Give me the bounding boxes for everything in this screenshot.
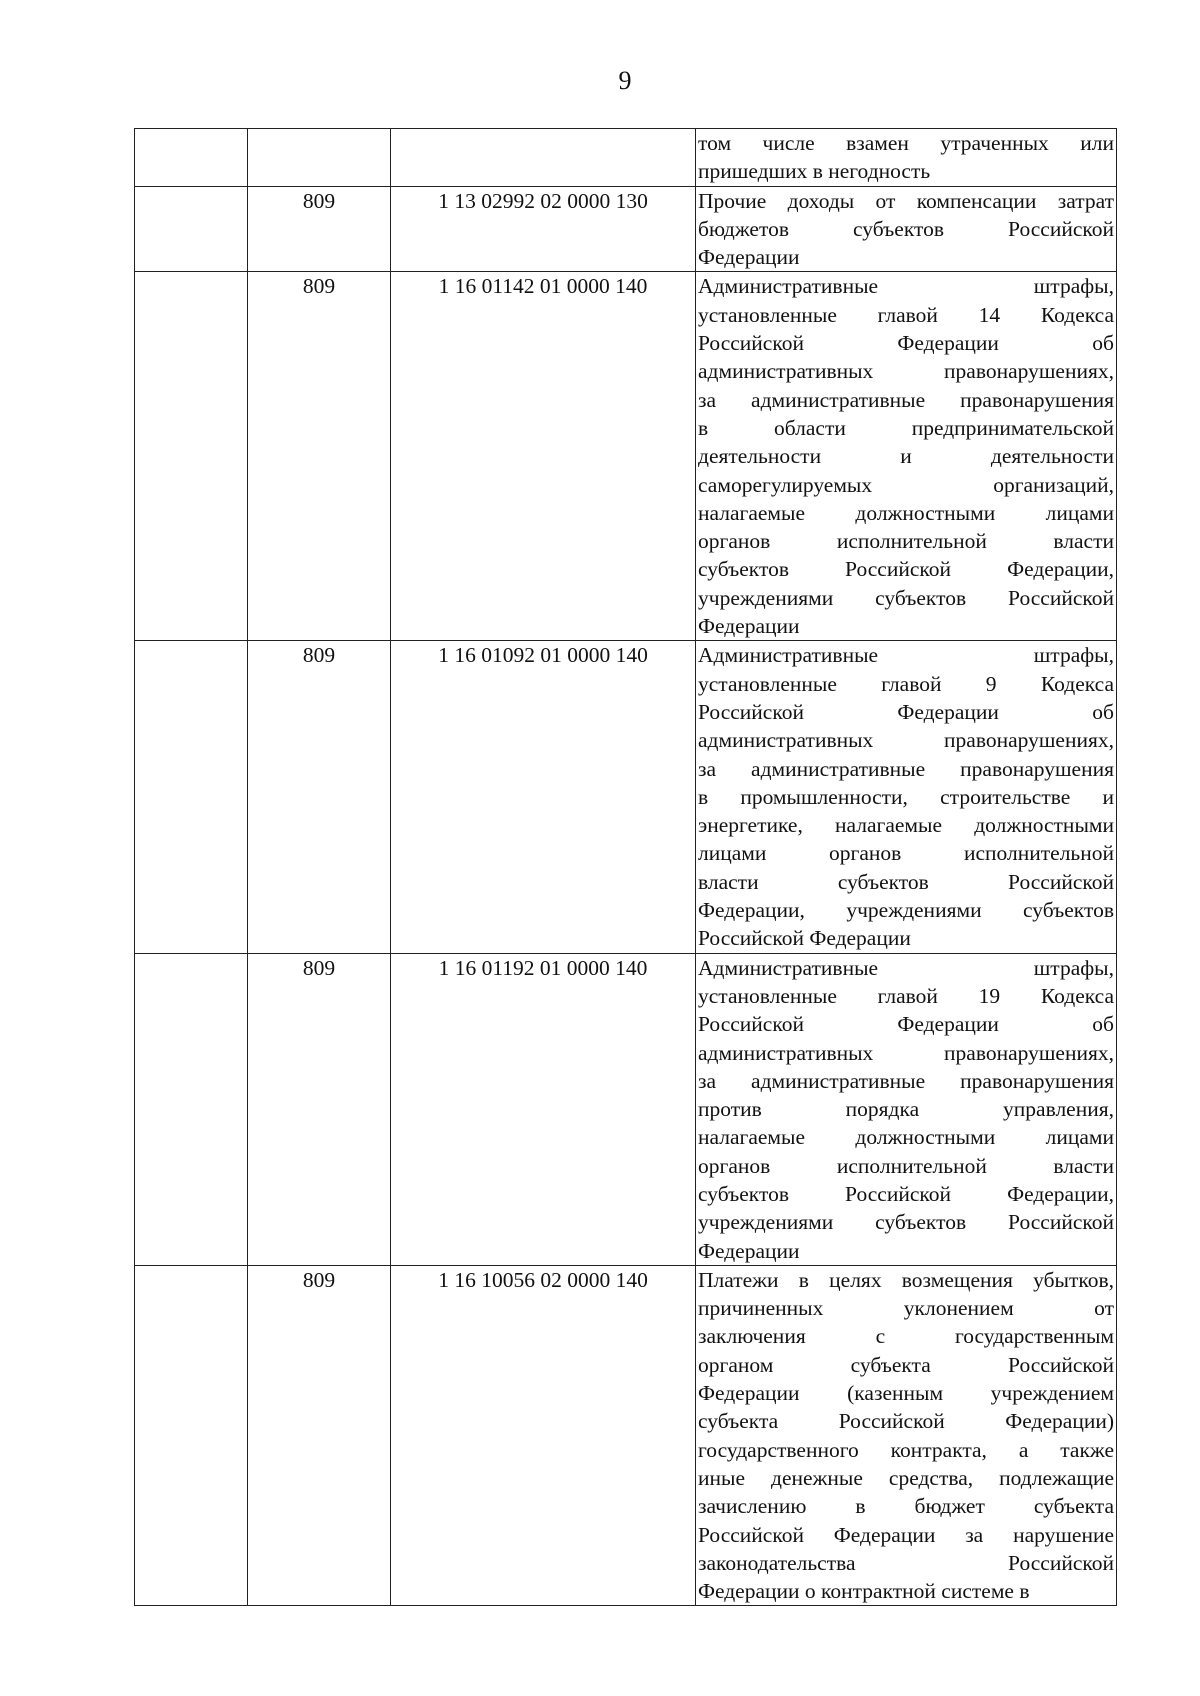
- description-line: административных правонарушениях,: [698, 359, 1114, 384]
- description-line: зачислению в бюджет субъекта: [698, 1494, 1114, 1519]
- table-row: [135, 953, 1117, 1265]
- description-line: Прочие доходы от компенсации затрат: [698, 188, 1114, 213]
- income-code-cell: 1 16 01142 01 0000 140: [391, 272, 696, 641]
- description-line: бюджетов субъектов Российской: [698, 216, 1114, 241]
- description-line: деятельности и деятельности: [698, 444, 1114, 469]
- description-line: Платежи в целях возмещения убытков,: [698, 1267, 1114, 1292]
- table-row: [135, 186, 1117, 272]
- description-line: Федерации: [698, 614, 800, 639]
- empty-cell: [135, 953, 248, 1265]
- description-line: в промышленности, строительстве и: [698, 784, 1114, 809]
- description-line: за административные правонарушения: [698, 1068, 1114, 1093]
- description-line: против порядка управления,: [698, 1097, 1114, 1122]
- description-line: Административные штрафы,: [698, 955, 1114, 980]
- description-line: за административные правонарушения: [698, 756, 1114, 781]
- description-line: за административные правонарушения: [698, 387, 1114, 412]
- empty-cell: [135, 186, 248, 272]
- empty-cell: [135, 1265, 248, 1606]
- description-cell: [696, 272, 1117, 641]
- empty-cell: [135, 272, 248, 641]
- description-line: заключения с государственным: [698, 1324, 1114, 1349]
- description-line: Российской Федерации: [698, 926, 911, 951]
- description-line: иные денежные средства, подлежащие: [698, 1465, 1114, 1490]
- admin-code-cell: 809: [248, 186, 391, 272]
- description-line: в области предпринимательской: [698, 415, 1114, 440]
- description-line: установленные главой 19 Кодекса: [698, 983, 1114, 1008]
- description-line: административных правонарушениях,: [698, 728, 1114, 753]
- description-line: причиненных уклонением от: [698, 1296, 1114, 1321]
- description-line: саморегулируемых организаций,: [698, 472, 1114, 497]
- income-code-cell: [391, 129, 696, 187]
- table-body: [135, 129, 1117, 1606]
- description-line: власти субъектов Российской: [698, 869, 1114, 894]
- description-line: Российской Федерации об: [698, 699, 1114, 724]
- description-line: лицами органов исполнительной: [698, 841, 1114, 866]
- admin-code-cell: 809: [248, 272, 391, 641]
- table-row: [135, 641, 1117, 953]
- empty-cell: [135, 641, 248, 953]
- description-line: Федерации (казенным учреждением: [698, 1381, 1114, 1406]
- budget-revenue-table: [134, 128, 1117, 1606]
- description-line: органом субъекта Российской: [698, 1352, 1114, 1377]
- description-cell: [696, 186, 1117, 272]
- description-line: Административные штрафы,: [698, 274, 1114, 299]
- table-row: [135, 129, 1117, 187]
- admin-code-cell: 809: [248, 1265, 391, 1606]
- description-line: Российской Федерации об: [698, 1012, 1114, 1037]
- description-line: субъекта Российской Федерации): [698, 1409, 1114, 1434]
- description-line: субъектов Российской Федерации,: [698, 557, 1114, 582]
- description-cell: [696, 1265, 1117, 1606]
- description-line: органов исполнительной власти: [698, 1153, 1114, 1178]
- description-line: Российской Федерации об: [698, 331, 1114, 356]
- page-number: 9: [618, 66, 632, 95]
- description-line: энергетике, налагаемые должностными: [698, 813, 1114, 838]
- description-line: учреждениями субъектов Российской: [698, 585, 1114, 610]
- description-line: Административные штрафы,: [698, 643, 1114, 668]
- income-code-cell: 1 16 01092 01 0000 140: [391, 641, 696, 953]
- description-line: Федерации: [698, 1238, 800, 1263]
- income-code-cell: 1 16 01192 01 0000 140: [391, 953, 696, 1265]
- description-cell: [696, 129, 1117, 187]
- description-line: налагаемые должностными лицами: [698, 1125, 1114, 1150]
- description-line: государственного контракта, а также: [698, 1437, 1114, 1462]
- description-line: органов исполнительной власти: [698, 529, 1114, 554]
- admin-code-cell: 809: [248, 641, 391, 953]
- description-line: том числе взамен утраченных или: [698, 131, 1114, 155]
- description-cell: [696, 641, 1117, 953]
- income-code-cell: 1 16 10056 02 0000 140: [391, 1265, 696, 1606]
- empty-cell: [135, 129, 248, 187]
- table-row: [135, 1265, 1117, 1606]
- description-line: пришедших в негодность: [698, 159, 931, 184]
- description-line: установленные главой 9 Кодекса: [698, 671, 1114, 696]
- description-line: Федерации, учреждениями субъектов: [698, 898, 1114, 923]
- admin-code-cell: 809: [248, 953, 391, 1265]
- description-line: учреждениями субъектов Российской: [698, 1210, 1114, 1235]
- description-line: Федерации: [698, 245, 800, 270]
- table-row: [135, 272, 1117, 641]
- description-line: Российской Федерации за нарушение: [698, 1522, 1114, 1547]
- admin-code-cell: [248, 129, 391, 187]
- description-line: субъектов Российской Федерации,: [698, 1181, 1114, 1206]
- description-line: налагаемые должностными лицами: [698, 500, 1114, 525]
- description-line: административных правонарушениях,: [698, 1040, 1114, 1065]
- income-code-cell: 1 13 02992 02 0000 130: [391, 186, 696, 272]
- description-line: законодательства Российской: [698, 1550, 1114, 1575]
- description-line: Федерации о контрактной системе в: [698, 1579, 1030, 1604]
- description-line: установленные главой 14 Кодекса: [698, 302, 1114, 327]
- description-cell: [696, 953, 1117, 1265]
